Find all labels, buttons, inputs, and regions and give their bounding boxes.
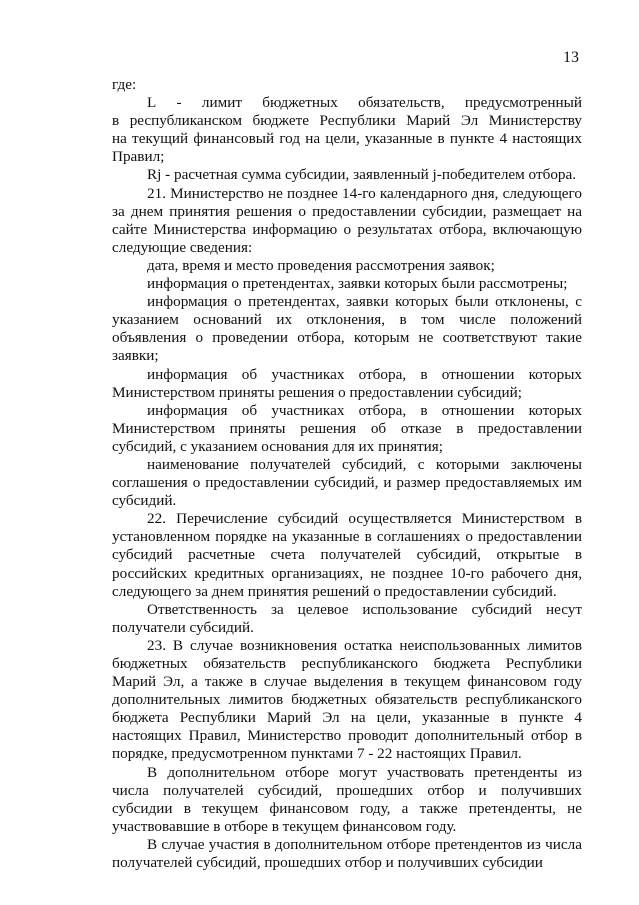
where-label: где: [112,76,137,93]
dash: - [176,94,182,112]
paragraph-23-additional-selection: В дополнительном отборе могут участвовать претенденты из числа получателей субсидий, прошедших отбор и получивших субсидии в текущем финансовом году, а также претенденты, не участвовавшие в отборе в текущем финансовом году. [112,763,582,835]
definition-R: Rj - расчетная сумма субсидии, заявленный j-победителем отбора. [147,166,577,184]
paragraph-22-responsibility: Ответственность за целевое использование субсидий несут получатели субсидий. [112,600,582,636]
word: бюджетных [262,94,338,112]
paragraph-22: 22. Перечисление субсидий осуществляется Министерством в установленном порядке на указанные в соглашениях о предоставлении субсидий расчетные счета получателей субсидий, открытые в российских кредитных организациях, не позднее 10-го рабочего дня, следующего за днем принятия решений о предоставлении субсидий. [112,510,582,600]
paragraph-21-item-3: информация о претендентах, заявки которых были отклонены, с указанием оснований их отклонения, в том числе положений объявления о проведении отбора, которым не соответствуют такие заявки; [112,293,582,365]
paragraph-21-item-4: информация об участниках отбора, в отношении которых Министерством приняты решения о предоставлении субсидий; [112,365,582,401]
document-body [112,76,582,872]
paragraph-21: 21. Министерство не позднее 14-го календарного дня, следующего за днем принятия решения о предоставлении субсидии, размещает на сайте Министерства информацию о результатах отбора, включающую следующие сведения: [112,184,582,256]
definition-L-line-3: на текущий финансовый год на цели, указанные в пункте 4 настоящих [112,130,582,148]
symbol-L: L [147,94,157,112]
definition-L-first-line [112,94,582,112]
definition-L-line-2: в республиканском бюджете Республики Марий Эл Министерству [112,112,582,130]
paragraph-21-item-2: информация о претендентах, заявки которых были рассмотрены; [147,275,568,293]
paragraph-21-item-6: наименование получателей субсидий, с которыми заключены соглашения о предоставлении субсидий, и размер предоставляемых им субсидий. [112,455,582,510]
paragraph-21-item-5: информация об участниках отбора, в отношении которых Министерством приняты решения об отказе в предоставлении субсидий, с указанием основания для их принятия; [112,401,582,455]
paragraph-23: 23. В случае возникновения остатка неиспользованных лимитов бюджетных обязательств республиканского бюджета Республики Марий Эл, а также в случае выделения в текущем финансовом году дополнительных лимитов бюджетных обязательств республиканского бюджета Республики Марий Эл на цели, указанные в пункте 4 настоящих Правил, Министерство проводит дополнительный отбор в порядке, предусмотренном пунктами 7 - 22 настоящих Правил. [112,636,582,763]
page-number: 13 [563,49,579,66]
definition-L-line-4: Правил; [112,148,165,166]
paragraph-23-participation-case: В случае участия в дополнительном отборе претендентов из числа получателей субсидий, прошедших отбор и получивших субсидии [112,835,582,872]
word: лимит [201,94,242,112]
word: предусмотренный [464,94,582,112]
word: обязательств, [358,94,445,112]
paragraph-21-item-1: дата, время и место проведения рассмотрения заявок; [147,256,495,274]
